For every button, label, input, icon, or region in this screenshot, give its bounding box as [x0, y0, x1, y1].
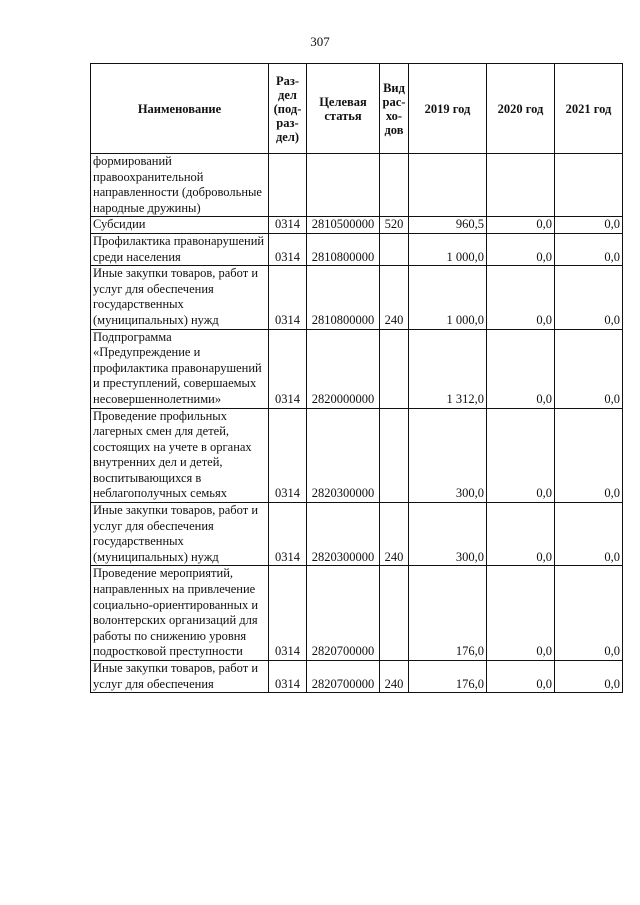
cell-target: 2810500000 — [307, 217, 380, 234]
cell-vid — [380, 233, 409, 265]
cell-vid — [380, 566, 409, 661]
cell-target: 2820000000 — [307, 329, 380, 408]
cell-vid: 520 — [380, 217, 409, 234]
header-vid: Вид рас- хо- дов — [380, 64, 409, 154]
cell-2020: 0,0 — [487, 503, 555, 566]
cell-razdel: 0314 — [269, 217, 307, 234]
cell-razdel: 0314 — [269, 566, 307, 661]
table-row — [91, 566, 623, 661]
cell-2020: 0,0 — [487, 329, 555, 408]
cell-target: 2820700000 — [307, 566, 380, 661]
cell-2020 — [487, 154, 555, 217]
cell-razdel: 0314 — [269, 408, 307, 503]
budget-table — [90, 63, 623, 693]
cell-name: Иные закупки товаров, работ и услуг для обеспечения государственных (муниципальных) нужд — [91, 503, 269, 566]
cell-vid: 240 — [380, 266, 409, 329]
table-row — [91, 408, 623, 503]
cell-2021: 0,0 — [555, 266, 623, 329]
cell-name: Профилактика правонарушений среди населения — [91, 233, 269, 265]
cell-vid — [380, 154, 409, 217]
cell-2021: 0,0 — [555, 408, 623, 503]
table-row — [91, 329, 623, 408]
cell-2021: 0,0 — [555, 503, 623, 566]
table-body — [91, 154, 623, 693]
cell-name: формирований правоохранительной направленности (добровольные народные дружины) — [91, 154, 269, 217]
cell-name: Субсидии — [91, 217, 269, 234]
cell-2021: 0,0 — [555, 217, 623, 234]
cell-2019: 1 000,0 — [409, 266, 487, 329]
cell-2021: 0,0 — [555, 329, 623, 408]
table-row — [91, 154, 623, 217]
cell-2021: 0,0 — [555, 661, 623, 693]
header-2021: 2021 год — [555, 64, 623, 154]
cell-razdel: 0314 — [269, 233, 307, 265]
cell-name: Иные закупки товаров, работ и услуг для обеспечения — [91, 661, 269, 693]
cell-razdel — [269, 154, 307, 217]
cell-razdel: 0314 — [269, 266, 307, 329]
cell-2019: 1 000,0 — [409, 233, 487, 265]
cell-target: 2810800000 — [307, 266, 380, 329]
header-razdel: Раз- дел (под- раз- дел) — [269, 64, 307, 154]
table-row — [91, 503, 623, 566]
cell-2020: 0,0 — [487, 217, 555, 234]
cell-2021: 0,0 — [555, 566, 623, 661]
cell-vid — [380, 408, 409, 503]
page-number: 307 — [310, 34, 330, 49]
cell-2019: 960,5 — [409, 217, 487, 234]
cell-2021 — [555, 154, 623, 217]
cell-name: Проведение мероприятий, направленных на привлечение социально-ориентированных и волонтерских организаций для работы по снижению уровня подростковой преступности — [91, 566, 269, 661]
cell-razdel: 0314 — [269, 329, 307, 408]
cell-2020: 0,0 — [487, 233, 555, 265]
table-row — [91, 233, 623, 265]
cell-target: 2810800000 — [307, 233, 380, 265]
cell-vid — [380, 329, 409, 408]
header-2019: 2019 год — [409, 64, 487, 154]
cell-razdel: 0314 — [269, 661, 307, 693]
cell-2020: 0,0 — [487, 408, 555, 503]
cell-2019: 1 312,0 — [409, 329, 487, 408]
cell-2019: 176,0 — [409, 566, 487, 661]
cell-2019 — [409, 154, 487, 217]
header-2020: 2020 год — [487, 64, 555, 154]
cell-2020: 0,0 — [487, 266, 555, 329]
cell-2020: 0,0 — [487, 661, 555, 693]
cell-target — [307, 154, 380, 217]
cell-2019: 300,0 — [409, 408, 487, 503]
cell-vid: 240 — [380, 661, 409, 693]
cell-razdel: 0314 — [269, 503, 307, 566]
cell-name: Иные закупки товаров, работ и услуг для обеспечения государственных (муниципальных) нужд — [91, 266, 269, 329]
table-row — [91, 661, 623, 693]
cell-vid: 240 — [380, 503, 409, 566]
header-name: Наименование — [91, 64, 269, 154]
cell-name: Проведение профильных лагерных смен для детей, состоящих на учете в органах внутренних дел и детей, воспитывающихся в неблагополучных семьях — [91, 408, 269, 503]
cell-target: 2820300000 — [307, 503, 380, 566]
table-row — [91, 266, 623, 329]
header-target: Целевая статья — [307, 64, 380, 154]
cell-2021: 0,0 — [555, 233, 623, 265]
cell-target: 2820300000 — [307, 408, 380, 503]
table-header — [91, 64, 623, 154]
table-row — [91, 217, 623, 234]
cell-target: 2820700000 — [307, 661, 380, 693]
cell-2019: 176,0 — [409, 661, 487, 693]
cell-2020: 0,0 — [487, 566, 555, 661]
cell-2019: 300,0 — [409, 503, 487, 566]
cell-name: Подпрограмма «Предупреждение и профилактика правонарушений и преступлений, совершаемых несовершеннолетними» — [91, 329, 269, 408]
